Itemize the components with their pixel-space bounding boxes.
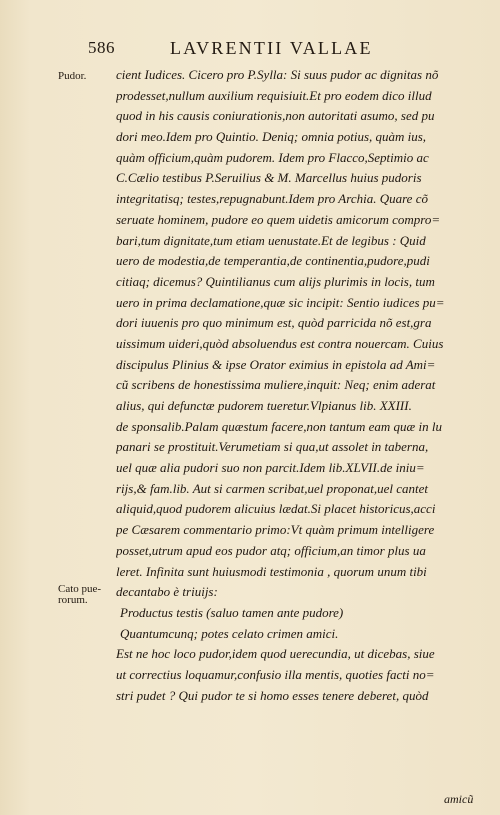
text-line: uel quæ alia pudori suo non parcit.Idem lib.XLVII.de iniu= <box>116 460 425 476</box>
text-line: aliquid,quod pudorem alicuius lædat.Si placet historicus,acci <box>116 501 436 517</box>
text-line: posset,utrum apud eos pudor atq; officium,an timor plus ua <box>116 542 426 558</box>
text-line: ut correctius loquamur,confusio illa mentis, quoties facti no= <box>116 666 435 682</box>
text-line: dori iuuenis pro quo minimum est, quòd parricida nõ est,gra <box>116 315 432 331</box>
text-line: uero de modestia,de temperantia,de continentia,pudore,pudi <box>116 253 430 269</box>
text-line: integritatisq; testes,repugnabunt.Idem pro Archia. Quare cõ <box>116 191 428 207</box>
text-line: uissimum uideri,quòd absoluendus est contra nouercam. Cuius <box>116 335 444 351</box>
text-body <box>116 65 488 706</box>
text-line: leret. Infinita sunt huiusmodi testimonia , quorum unum tibi <box>116 563 427 579</box>
running-title: LAVRENTII VALLAE <box>170 38 373 58</box>
text-line: alius, qui defunctæ pudorem tueretur.Vlpianus lib. XXIII. <box>116 398 412 413</box>
text-line: Est ne hoc loco pudor,idem quod uerecundia, ut dicebas, siue <box>116 646 435 662</box>
text-line: quod in his causis coniurationis,non autoritati asumo, sed pu <box>116 108 435 124</box>
text-line: C.Cælio testibus P.Seruilius & M. Marcellus huius pudoris <box>116 170 422 186</box>
text-line: cũ scribens de honestissima muliere,inquit: Neq; enim aderat <box>116 377 436 393</box>
page-number: 586 <box>88 38 115 57</box>
page-header <box>88 38 488 64</box>
margin-note-cato: Cato pue- rorum. <box>58 583 102 606</box>
text-line: quàm officium,quàm pudorem. Idem pro Flacco,Septimio ac <box>116 149 429 165</box>
text-line: citiaq; dicemus? Quintilianus cum alijs plurimis in locis, tum <box>116 273 435 289</box>
text-line: stri pudet ? Qui pudor te si homo esses tenere deberet, quòd <box>116 687 429 703</box>
text-line: bari,tum dignitate,tum etiam uenustate.Et de legibus : Quid <box>116 232 426 248</box>
margin-note-pudor: Pudor. <box>58 70 87 82</box>
text-line: panari se prostituit.Verumetiam si qua,ut assolet in taberna, <box>116 439 429 455</box>
text-line: de sponsalib.Palam quæstum facere,non tantum eam quæ in lu <box>116 418 442 434</box>
text-line: cient Iudices. Cicero pro P.Sylla: Si suus pudor ac dignitas nõ <box>116 67 439 82</box>
text-line: dori meo.Idem pro Quintio. Deniq; omnia potius, quàm ius, <box>116 129 427 145</box>
text-line: decantabo è triuijs: <box>116 584 218 600</box>
text-line: seruate hominem, pudore eo quem uidetis amicorum compro= <box>116 211 441 227</box>
text-line: pe Cæsarem commentario primo:Vt quàm primum intelligere <box>116 522 435 538</box>
text-line: uero in prima declamatione,quæ sic incipit: Sentio iudices pu= <box>116 294 445 310</box>
text-line: prodesset,nullum auxilium requisiuit.Et pro eodem dico illud <box>116 87 432 103</box>
text-line: discipulus Plinius & ipse Orator eximius in epistola ad Ami= <box>116 356 436 372</box>
verse-line: Quantumcunq; potes celato crimen amici. <box>120 625 339 641</box>
catchword: amicũ <box>444 792 474 806</box>
text-line: rijs,& fam.lib. Aut si carmen scribat,uel proponat,uel cantet <box>116 480 428 496</box>
verse-line: Productus testis (saluo tamen ante pudore) <box>120 604 344 620</box>
